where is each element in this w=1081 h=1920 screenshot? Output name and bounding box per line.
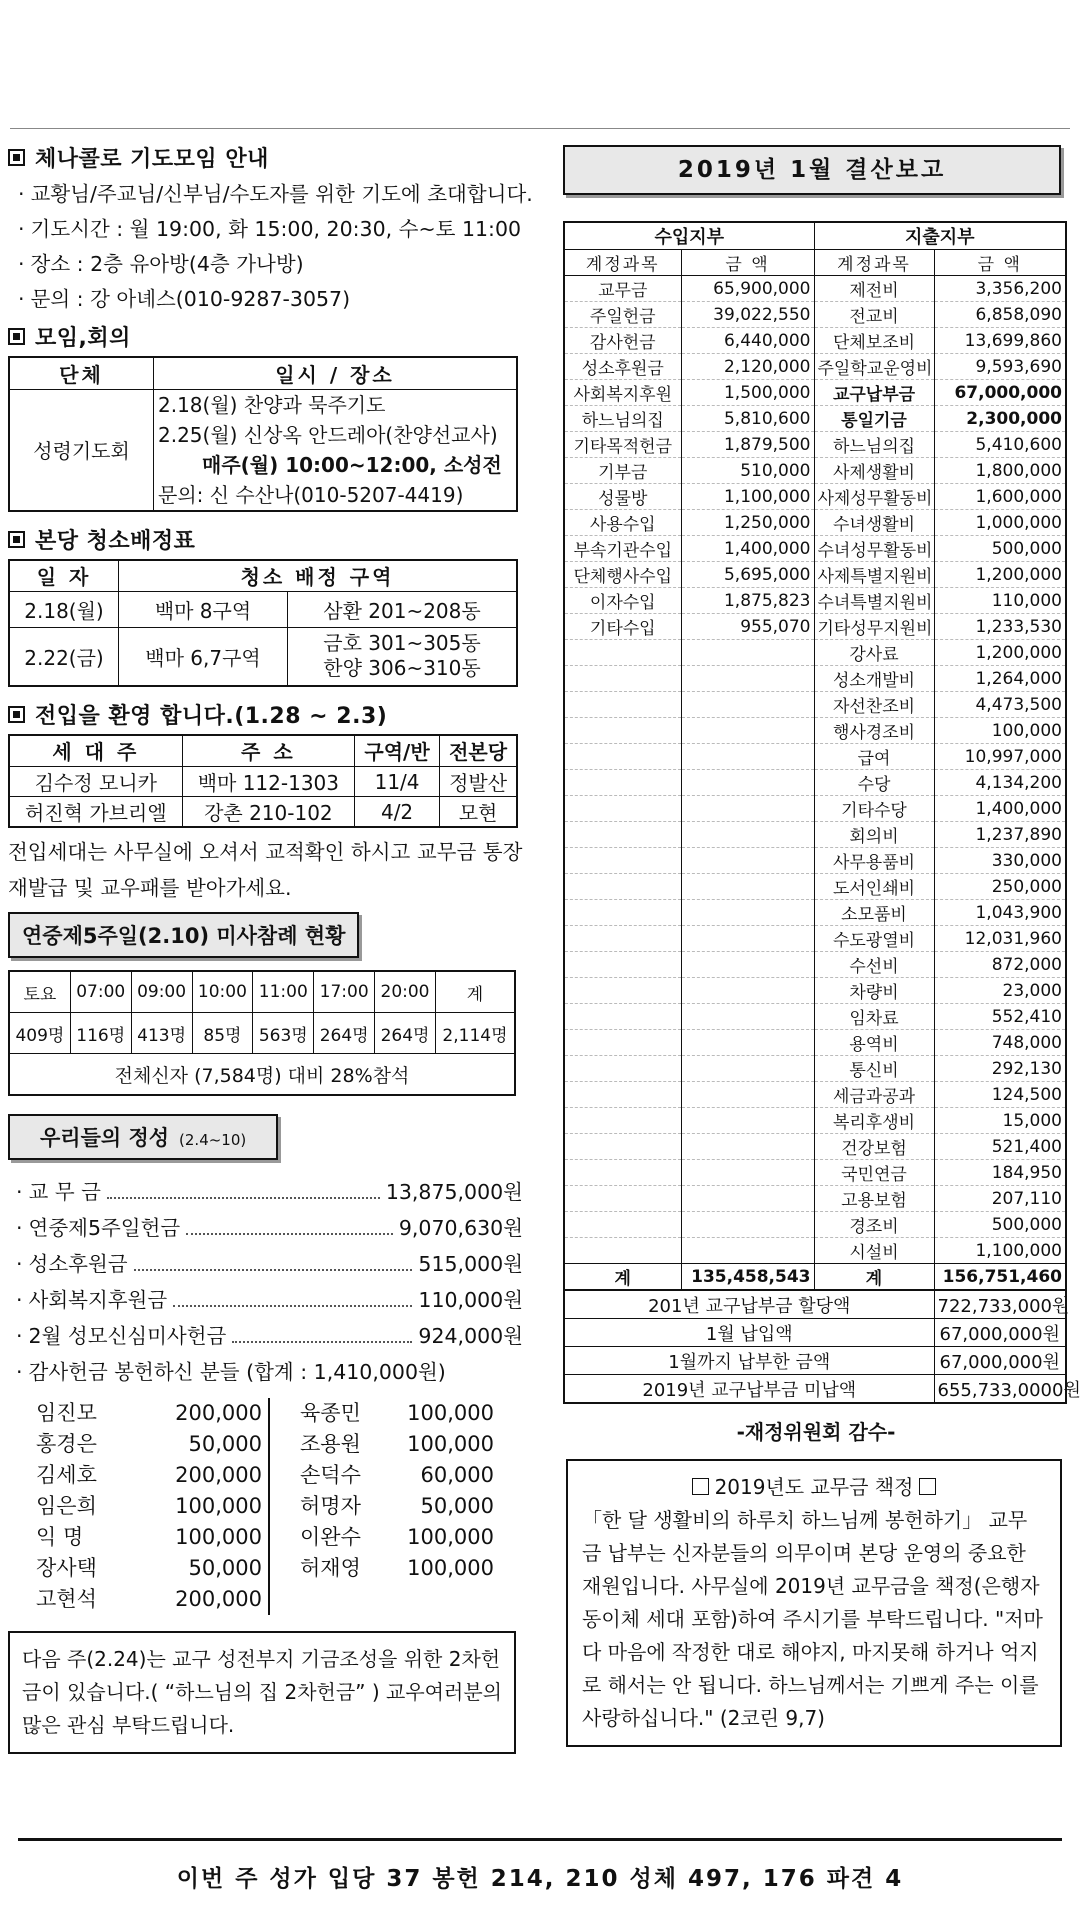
account-name: 제전비	[814, 276, 934, 302]
table-row	[564, 1212, 1066, 1238]
account-amount: 4,473,500	[934, 692, 1066, 718]
account-name	[564, 1082, 681, 1108]
account-amount: 100,000	[934, 718, 1066, 744]
attendance-table	[8, 970, 516, 1096]
table-row	[564, 432, 1066, 458]
table-row	[564, 978, 1066, 1004]
account-amount: 330,000	[934, 848, 1066, 874]
account-name	[564, 1134, 681, 1160]
account-name: 성물방	[564, 484, 681, 510]
account-amount: 124,500	[934, 1082, 1066, 1108]
account-amount: 521,400	[934, 1134, 1066, 1160]
attendance-value-row: 409명 116명 413명 85명 563명 264명 264명 2,114명	[9, 1013, 515, 1054]
newcomers-table: 세 대 주 주 소 구역/반 전본당 김수정 모니카 백마 112-1303 11/4 정발산 허진혁 가브리엘 강촌 210-102 4/2 모현	[8, 734, 518, 829]
account-name: 수도광열비	[814, 926, 934, 952]
account-name: 사제성무활동비	[814, 484, 934, 510]
donor-row: 허명자 50,000	[300, 1494, 494, 1518]
account-amount	[681, 1134, 814, 1160]
table-row	[564, 796, 1066, 822]
account-name: 주일학교운영비	[814, 354, 934, 380]
cenacle-title: 체나콜로 기도모임 안내	[35, 147, 269, 172]
account-amount	[681, 900, 814, 926]
account-name: 시설비	[814, 1238, 934, 1264]
table-row: 김수정 모니카 백마 112-1303 11/4 정발산	[9, 767, 517, 797]
table-row	[564, 562, 1066, 588]
account-name: 단체행사수입	[564, 562, 681, 588]
account-name	[564, 874, 681, 900]
account-name: 사무용품비	[814, 848, 934, 874]
account-amount	[681, 848, 814, 874]
account-name: 기타성무지원비	[814, 614, 934, 640]
account-name	[564, 1186, 681, 1212]
summary-row: 201년 교구납부금 할당액 722,733,000원	[564, 1290, 1066, 1319]
attendance-title: 연중제5주일(2.10) 미사참례 현황	[8, 912, 359, 958]
account-amount: 4,134,200	[934, 770, 1066, 796]
table-row	[564, 848, 1066, 874]
account-name	[564, 1108, 681, 1134]
cenacle-list	[8, 177, 533, 317]
table-row	[564, 822, 1066, 848]
income-header: 수입지부	[564, 222, 814, 250]
table-row	[564, 666, 1066, 692]
account-amount: 1,233,530	[934, 614, 1066, 640]
top-rule	[10, 128, 1070, 129]
account-name: 복리후생비	[814, 1108, 934, 1134]
finance-title: 2019년 1월 결산보고	[563, 145, 1061, 195]
account-amount: 1,100,000	[934, 1238, 1066, 1264]
table-row	[564, 1186, 1066, 1212]
account-name: 건강보험	[814, 1134, 934, 1160]
cleaning-title: 본당 청소배정표	[35, 528, 196, 554]
offerings-period: (2.4~10)	[179, 1131, 247, 1149]
donor-column-right	[270, 1398, 500, 1615]
account-name	[564, 770, 681, 796]
list-item: · 장소 : 2층 유아방(4층 가나방)	[18, 247, 523, 282]
account-amount: 1,400,000	[934, 796, 1066, 822]
donor-row: 익 명 100,000	[36, 1525, 262, 1549]
account-amount	[681, 926, 814, 952]
table-row	[564, 458, 1066, 484]
summary-row: 1월 납입액 67,000,000원	[564, 1319, 1066, 1347]
account-amount	[681, 978, 814, 1004]
account-name: 국민연금	[814, 1160, 934, 1186]
account-name: 도서인쇄비	[814, 874, 934, 900]
meeting-line: 2.18(월) 찬양과 묵주기도	[158, 392, 386, 417]
checkbox-icon	[692, 1478, 709, 1495]
donor-row: 손덕수 60,000	[300, 1463, 494, 1487]
account-amount	[681, 1004, 814, 1030]
donor-row: 허재영 100,000	[300, 1556, 494, 1580]
account-amount: 1,879,500	[681, 432, 814, 458]
account-amount	[681, 796, 814, 822]
account-name	[564, 666, 681, 692]
account-amount: 23,000	[934, 978, 1066, 1004]
table-row: 2.22(금) 백마 6,7구역 금호 301~305동 한양 306~310동	[9, 628, 517, 686]
table-row	[564, 588, 1066, 614]
table-row	[564, 1134, 1066, 1160]
table-row	[564, 302, 1066, 328]
account-name: 감사헌금	[564, 328, 681, 354]
list-item: · 기도시간 : 월 19:00, 화 15:00, 20:30, 수~토 11:00	[18, 212, 523, 247]
account-amount	[681, 1186, 814, 1212]
newcomers-section	[8, 699, 523, 907]
account-name: 주일헌금	[564, 302, 681, 328]
newcomers-note: 전입세대는 사무실에 오셔서 교적확인 하시고 교무금 통장 재발급 및 교우패를 받아가세요.	[8, 840, 523, 900]
account-amount: 1,264,000	[934, 666, 1066, 692]
table-row	[564, 874, 1066, 900]
account-name	[564, 1056, 681, 1082]
account-amount: 65,900,000	[681, 276, 814, 302]
table-row	[564, 614, 1066, 640]
account-amount	[681, 692, 814, 718]
account-amount: 1,000,000	[934, 510, 1066, 536]
meeting-line: 매주(월) 10:00~12:00, 소성전	[202, 452, 502, 477]
cleaning-section	[8, 524, 523, 687]
col-group: 단체	[9, 357, 154, 389]
account-amount	[681, 874, 814, 900]
account-name	[564, 1212, 681, 1238]
account-name: 소모품비	[814, 900, 934, 926]
col-area: 청소 배정 구역	[119, 560, 518, 592]
account-name: 임차료	[814, 1004, 934, 1030]
table-row	[564, 1030, 1066, 1056]
account-name: 수녀특별지원비	[814, 588, 934, 614]
account-amount: 1,043,900	[934, 900, 1066, 926]
donor-row: 조용원 100,000	[300, 1432, 494, 1456]
col-when: 일시 / 장소	[154, 357, 518, 389]
account-name	[564, 1004, 681, 1030]
account-amount: 292,130	[934, 1056, 1066, 1082]
account-amount	[681, 1056, 814, 1082]
meetings-section	[8, 321, 523, 512]
account-name: 기부금	[564, 458, 681, 484]
list-item: · 연중제5주일헌금 9,070,630원	[8, 1210, 523, 1246]
donor-column-left	[36, 1398, 270, 1615]
donor-row: 임진모 200,000	[36, 1401, 262, 1425]
account-amount: 500,000	[934, 1212, 1066, 1238]
table-row	[564, 952, 1066, 978]
account-name	[564, 822, 681, 848]
account-amount	[681, 822, 814, 848]
account-name: 기타수입	[564, 614, 681, 640]
thanks-label: · 감사헌금 봉헌하신 분들 (합계 : 1,410,000원)	[8, 1354, 523, 1390]
attendance-summary: 전체신자 (7,584명) 대비 28%참석	[9, 1054, 515, 1096]
account-amount: 15,000	[934, 1108, 1066, 1134]
account-name: 사용수입	[564, 510, 681, 536]
table-row: 2.18(월) 백마 8구역 삼환 201~208동	[9, 592, 517, 628]
bottom-rule	[18, 1838, 1062, 1841]
account-amount: 5,810,600	[681, 406, 814, 432]
account-amount	[681, 952, 814, 978]
account-name: 회의비	[814, 822, 934, 848]
account-name: 자선찬조비	[814, 692, 934, 718]
account-amount	[681, 1160, 814, 1186]
account-amount: 1,800,000	[934, 458, 1066, 484]
account-name: 사제생활비	[814, 458, 934, 484]
account-amount: 1,250,000	[681, 510, 814, 536]
table-row	[564, 380, 1066, 406]
offerings-title: 우리들의 정성 (2.4~10)	[8, 1114, 278, 1160]
account-name	[564, 926, 681, 952]
square-bullet-icon	[8, 706, 25, 723]
table-row	[564, 1160, 1066, 1186]
offerings-list	[8, 1174, 523, 1390]
account-amount: 1,600,000	[934, 484, 1066, 510]
donor-row: 임은희 100,000	[36, 1494, 262, 1518]
table-row	[564, 1056, 1066, 1082]
account-name: 사회복지후원	[564, 380, 681, 406]
account-amount: 5,695,000	[681, 562, 814, 588]
pledge-box	[566, 1459, 1062, 1747]
square-bullet-icon	[8, 531, 25, 548]
account-amount: 872,000	[934, 952, 1066, 978]
account-name	[564, 718, 681, 744]
account-name: 행사경조비	[814, 718, 934, 744]
donor-row: 김세호 200,000	[36, 1463, 262, 1487]
account-amount: 1,100,000	[681, 484, 814, 510]
account-amount: 5,410,600	[934, 432, 1066, 458]
account-name: 수당	[814, 770, 934, 796]
attendance-header-row: 토요 07:00 09:00 10:00 11:00 17:00 20:00 계	[9, 971, 515, 1013]
meeting-line: 2.25(월) 신상옥 안드레아(찬양선교사)	[158, 422, 498, 447]
account-name	[564, 1238, 681, 1264]
donor-row: 홍경은 50,000	[36, 1432, 262, 1456]
square-bullet-icon	[8, 149, 25, 166]
account-name: 강사료	[814, 640, 934, 666]
list-item: · 사회복지후원금 110,000원	[8, 1282, 523, 1318]
cleaning-table	[8, 559, 518, 687]
account-amount	[681, 640, 814, 666]
account-amount	[681, 744, 814, 770]
account-name	[564, 796, 681, 822]
account-amount: 1,200,000	[934, 562, 1066, 588]
table-row	[564, 328, 1066, 354]
meeting-details	[154, 389, 518, 511]
account-name: 급여	[814, 744, 934, 770]
account-name: 교무금	[564, 276, 681, 302]
account-name: 단체보조비	[814, 328, 934, 354]
account-amount: 552,410	[934, 1004, 1066, 1030]
finance-total-row: 계 135,458,543 계 156,751,460	[564, 1264, 1066, 1291]
finance-table: 수입지부 지출지부 계정과목 금 액 계정과목 금 액 교무금 65,900,000 제전비 3,356,200 주일헌금 39,022,550 전교비 6,858,090 감사헌금 6,440,000 단체보조비 13,699,860 성소후원금 2,120,000 주일학교운영비 9,593,690 사회복지후원 1,500,000 교구납부금 67,000,000 하느님의집 5,810,600 통일기금 2,300,000 기타목적헌금 1,879,500 하느님의집 5,410,600 기부금 510,000 사제생활비 1,800,000 성물방 1,100,000 사제성무활동비 1,600,000 사용수입 1,250,000 수녀생활비 1,000,000 부속기관수입 1,400,000 수녀성무활동비 500,000 단체행사수입 5,695,000 사제특별지원비 1,200,000 이자수입 1,875,823 수녀특별지원비 110,000 기타수입 955,070 기타성무지원비 1,233,530 강사료 1,200,000 성소개발비 1,264,000 자선찬조비 4,473,500 행사경조비 100,000 급여 10,997,000 수당 4,134,200 기타수당 1,400,000 회의비 1,237,890 사무용품비 330,000 도서인쇄비 250,000 소모품비 1,043,900 수도광열비 12,031,960 수선비 872,000 차량비 23,000 임차료 552,410 용역비 748,000 통신비 292,130 세금과공과 124,500 복리후생비 15,000 건강보험 521,400 국민연금 184,950 고용보험 207,110 경조비 500,000 시설비 1,100,000 계 135,458,543 계 156,751,460 201년 교구납부금 할당액 722,733,000원 1월 납입액 67,000,000원 1월까지 납부한 금액 67,000,000원 2019년 교구납부금 미납액 655,733,0000원	[563, 221, 1067, 1404]
account-name	[564, 1160, 681, 1186]
newcomers-title: 전입을 환영 합니다.(1.28 ~ 2.3)	[35, 703, 388, 729]
pledge-title: 2019년도 교무금 책정	[582, 1471, 1046, 1504]
account-amount: 110,000	[934, 588, 1066, 614]
table-row	[564, 276, 1066, 302]
table-row	[564, 744, 1066, 770]
table-row	[564, 1108, 1066, 1134]
account-amount: 1,200,000	[934, 640, 1066, 666]
account-amount: 6,440,000	[681, 328, 814, 354]
table-row	[564, 926, 1066, 952]
account-amount: 500,000	[934, 536, 1066, 562]
account-name: 세금과공과	[814, 1082, 934, 1108]
account-name: 경조비	[814, 1212, 934, 1238]
account-amount: 1,400,000	[681, 536, 814, 562]
account-name	[564, 744, 681, 770]
offerings-section	[8, 1096, 523, 1754]
account-amount: 184,950	[934, 1160, 1066, 1186]
table-row	[564, 900, 1066, 926]
account-name	[564, 1030, 681, 1056]
account-name: 고용보험	[814, 1186, 934, 1212]
account-amount: 9,593,690	[934, 354, 1066, 380]
account-amount: 2,300,000	[934, 406, 1066, 432]
table-row: 허진혁 가브리엘 강촌 210-102 4/2 모현	[9, 797, 517, 828]
donor-row: 육종민 100,000	[300, 1401, 494, 1425]
account-name	[564, 848, 681, 874]
hymns-line: 이번 주 성가 입당 37 봉헌 214, 210 성체 497, 176 파견 4	[176, 1866, 904, 1892]
account-amount	[681, 1212, 814, 1238]
attendance-section	[8, 912, 523, 1096]
account-name: 성소후원금	[564, 354, 681, 380]
account-name	[564, 952, 681, 978]
donor-row: 고현석 200,000	[36, 1587, 262, 1611]
list-item: · 2월 성모신심미사헌금 924,000원	[8, 1318, 523, 1354]
account-name: 전교비	[814, 302, 934, 328]
meeting-line: 문의: 신 수산나(010-5207-4419)	[158, 482, 464, 507]
account-name: 수녀생활비	[814, 510, 934, 536]
account-amount: 3,356,200	[934, 276, 1066, 302]
square-bullet-icon	[8, 328, 25, 345]
account-amount: 207,110	[934, 1186, 1066, 1212]
audit-note: -재정위원회 감수-	[736, 1420, 896, 1444]
col-date: 일 자	[9, 560, 119, 592]
table-row	[564, 354, 1066, 380]
account-name	[564, 978, 681, 1004]
account-name	[564, 640, 681, 666]
list-item: · 문의 : 강 아녜스(010-9287-3057)	[18, 282, 523, 317]
checkbox-icon	[919, 1478, 936, 1495]
account-amount: 67,000,000	[934, 380, 1066, 406]
account-amount	[681, 770, 814, 796]
account-amount: 13,699,860	[934, 328, 1066, 354]
table-row	[564, 1082, 1066, 1108]
meetings-table	[8, 356, 518, 512]
table-row	[564, 692, 1066, 718]
right-column	[563, 145, 1081, 1747]
expense-header: 지출지부	[814, 222, 1066, 250]
account-name: 하느님의집	[564, 406, 681, 432]
account-name: 기타목적헌금	[564, 432, 681, 458]
account-amount: 39,022,550	[681, 302, 814, 328]
account-amount	[681, 1238, 814, 1264]
cenacle-section	[8, 142, 533, 317]
account-name: 사제특별지원비	[814, 562, 934, 588]
table-row	[564, 536, 1066, 562]
account-amount: 12,031,960	[934, 926, 1066, 952]
table-row	[564, 1004, 1066, 1030]
meetings-title: 모임,회의	[35, 326, 131, 351]
list-item: · 교황님/주교님/신부님/수도자를 위한 기도에 초대합니다.	[18, 177, 523, 212]
list-item: · 교 무 금 13,875,000원	[8, 1174, 523, 1210]
table-row	[564, 484, 1066, 510]
account-amount: 1,875,823	[681, 588, 814, 614]
account-amount	[681, 718, 814, 744]
account-name: 통신비	[814, 1056, 934, 1082]
account-name: 기타수당	[814, 796, 934, 822]
account-amount: 6,858,090	[934, 302, 1066, 328]
account-name: 차량비	[814, 978, 934, 1004]
account-amount: 748,000	[934, 1030, 1066, 1056]
left-column	[8, 140, 533, 1754]
table-row	[564, 1238, 1066, 1264]
table-row	[564, 510, 1066, 536]
list-item: · 성소후원금 515,000원	[8, 1246, 523, 1282]
account-amount: 10,997,000	[934, 744, 1066, 770]
account-name: 성소개발비	[814, 666, 934, 692]
account-amount	[681, 1082, 814, 1108]
summary-row: 1월까지 납부한 금액 67,000,000원	[564, 1347, 1066, 1375]
account-name: 부속기관수입	[564, 536, 681, 562]
second-collection-notice: 다음 주(2.24)는 교구 성전부지 기금조성을 위한 2차헌금이 있습니다.( “하느님의 집 2차헌금” ) 교우여러분의 많은 관심 부탁드립니다.	[8, 1631, 516, 1754]
account-amount: 250,000	[934, 874, 1066, 900]
account-amount: 1,500,000	[681, 380, 814, 406]
table-row	[564, 770, 1066, 796]
donor-row: 이완수 100,000	[300, 1525, 494, 1549]
account-amount	[681, 1030, 814, 1056]
account-amount: 510,000	[681, 458, 814, 484]
account-name: 이자수입	[564, 588, 681, 614]
account-amount	[681, 1108, 814, 1134]
account-amount: 2,120,000	[681, 354, 814, 380]
table-row	[564, 406, 1066, 432]
account-name: 수녀성무활동비	[814, 536, 934, 562]
account-amount: 955,070	[681, 614, 814, 640]
meeting-group: 성령기도회	[9, 389, 154, 511]
account-name	[564, 900, 681, 926]
table-row	[564, 640, 1066, 666]
pledge-body: 「한 달 생활비의 하루치 하느님께 봉헌하기」 교무금 납부는 신자분들의 의무이며 본당 운영의 중요한 재원입니다. 사무실에 2019년 교무금을 책정(은행자동이체 세대 포함)하여 주시기를 부탁드립니다. "저마다 마음에 작정한 대로 해야지, 마지못해 하거나 억지로 해서는 안 됩니다. 하느님께서는 기쁘게 주는 이를 사랑하십니다." (2코린 9,7)	[582, 1508, 1043, 1730]
table-row	[564, 718, 1066, 744]
account-name: 하느님의집	[814, 432, 934, 458]
account-name: 용역비	[814, 1030, 934, 1056]
account-name: 통일기금	[814, 406, 934, 432]
account-name: 교구납부금	[814, 380, 934, 406]
donor-list	[36, 1398, 523, 1615]
donor-row: 장사택 50,000	[36, 1556, 262, 1580]
account-amount: 1,237,890	[934, 822, 1066, 848]
account-amount	[681, 666, 814, 692]
summary-row: 2019년 교구납부금 미납액 655,733,0000원	[564, 1375, 1066, 1404]
account-name: 수선비	[814, 952, 934, 978]
account-name	[564, 692, 681, 718]
